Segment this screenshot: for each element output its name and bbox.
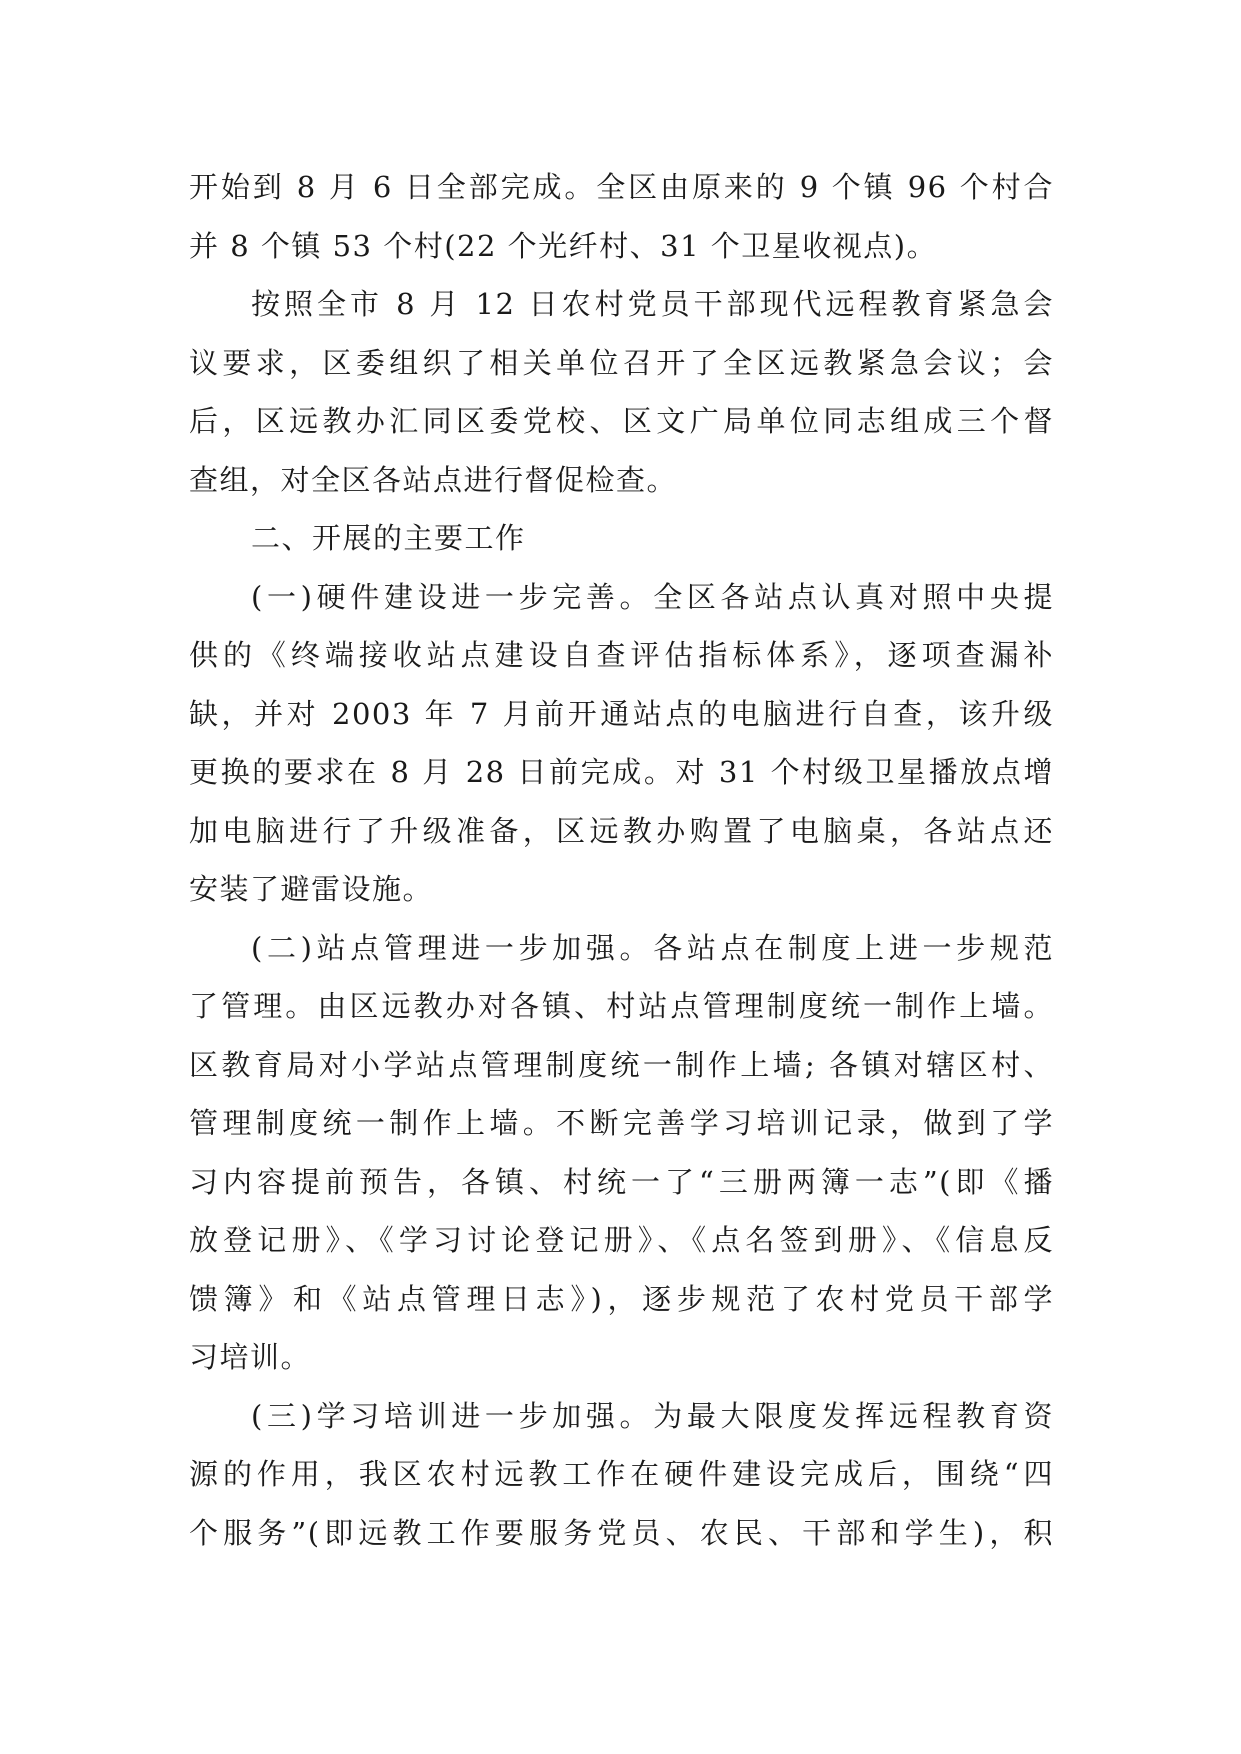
text-line: 放登记册》、《学习讨论登记册》、《点名签到册》、《信息反 [189,1223,1054,1257]
text-line: 个服务”(即远教工作要服务党员、农民、干部和学生)，积 [189,1515,1054,1550]
text-line: 更换的要求在 8 月 28 日前完成。对 31 个村级卫星播放点增 [189,755,1054,789]
text-line: 习培训。 [189,1340,312,1374]
text-line: 区教育局对小学站点管理制度统一制作上墙; 各镇对辖区村、 [189,1047,1054,1082]
text-line: 后，区远教办汇同区委党校、区文广局单位同志组成三个督 [189,404,1054,438]
text-line: 按照全市 8 月 12 日农村党员干部现代远程教育紧急会 [251,287,1054,321]
text-line: 馈簿》和《站点管理日志》)，逐步规范了农村党员干部学 [189,1281,1054,1316]
text-line: 二、开展的主要工作 [251,521,526,555]
text-line: 查组，对全区各站点进行督促检查。 [189,462,678,497]
text-line: 源的作用，我区农村远教工作在硬件建设完成后，围绕“四 [189,1457,1054,1491]
text-line: (二)站点管理进一步加强。各站点在制度上进一步规范 [251,930,1054,965]
text-line: 供的《终端接收站点建设自查评估指标体系》，逐项查漏补 [189,638,1054,672]
text-line: 管理制度统一制作上墙。不断完善学习培训记录，做到了学 [189,1106,1054,1140]
text-line: 习内容提前预告，各镇、村统一了“三册两簿一志”(即《播 [189,1164,1054,1199]
text-line: 并 8 个镇 53 个村(22 个光纤村、31 个卫星收视点)。 [189,228,938,263]
text-line: 加电脑进行了升级准备，区远教办购置了电脑桌，各站点还 [189,813,1054,848]
text-line: 了管理。由区远教办对各镇、村站点管理制度统一制作上墙。 [189,989,1054,1023]
document-body [189,158,1054,1562]
text-line: (一)硬件建设进一步完善。全区各站点认真对照中央提 [251,579,1054,614]
text-line: (三)学习培训进一步加强。为最大限度发挥远程教育资 [251,1398,1054,1433]
text-line: 议要求，区委组织了相关单位召开了全区远教紧急会议；会 [189,345,1054,380]
text-line: 缺，并对 2003 年 7 月前开通站点的电脑进行自查，该升级 [189,696,1054,731]
text-line: 安装了避雷设施。 [189,872,434,906]
text-line: 开始到 8 月 6 日全部完成。全区由原来的 9 个镇 96 个村合 [189,170,1054,204]
